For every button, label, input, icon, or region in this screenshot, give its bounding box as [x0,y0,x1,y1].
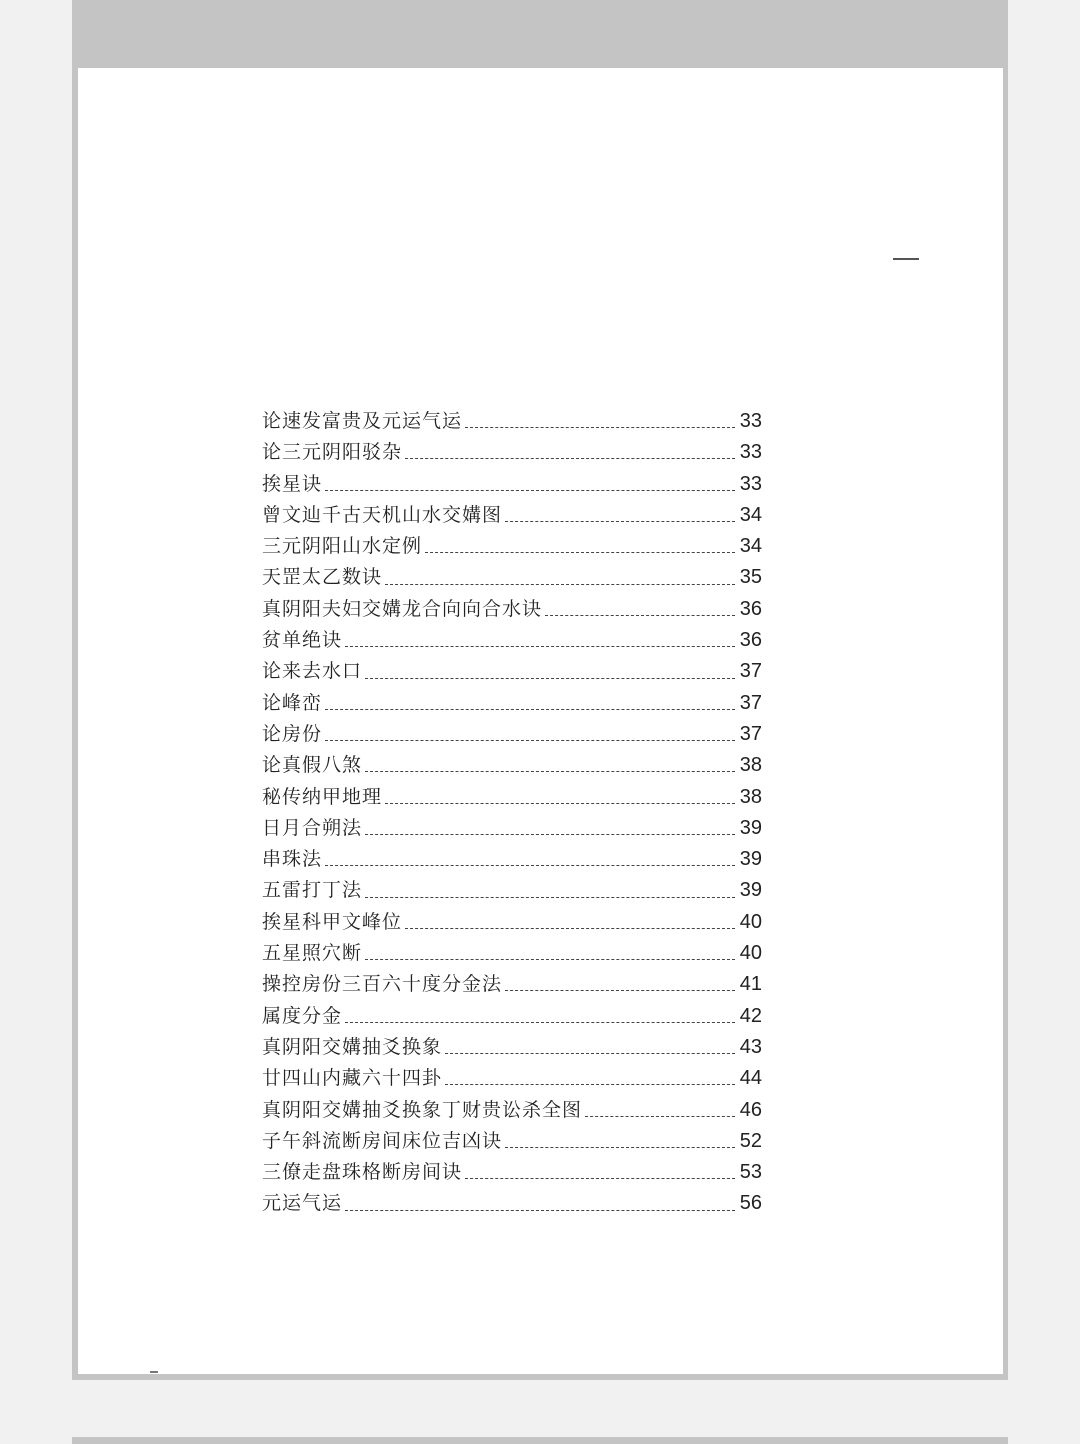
toc-dot-leader [445,1072,735,1085]
toc-entry [262,1188,762,1219]
toc-entry [262,531,762,562]
toc-dot-leader [445,1041,735,1054]
toc-entry-page-number: 40 [739,942,762,965]
toc-entry [262,562,762,593]
toc-entry-title: 论真假八煞 [262,754,363,777]
toc-entry [262,437,762,468]
toc-dot-leader [345,634,735,647]
toc-entry-title: 秘传纳甲地理 [262,785,383,808]
toc-entry-title: 论峰峦 [262,691,323,714]
toc-dot-leader [545,603,735,616]
toc-entry-page-number: 52 [739,1129,762,1152]
toc-entry-page-number: 33 [739,410,762,432]
toc-entry [262,1063,762,1094]
toc-entry-page-number: 36 [739,629,762,652]
toc-entry-title: 串珠法 [262,848,323,871]
toc-entry [262,907,762,938]
toc-entry-page-number: 41 [739,973,762,996]
right-page-edge [1003,68,1008,1380]
toc-entry [262,969,762,1000]
toc-entry-title: 论来去水口 [262,660,363,683]
toc-entry-page-number: 53 [739,1161,762,1184]
toc-dot-leader [325,697,735,710]
toc-entry [262,719,762,750]
toc-dot-leader [505,978,735,991]
toc-entry-page-number: 43 [739,1035,762,1058]
toc-entry [262,500,762,531]
toc-entry-title: 三僚走盘珠格断房间诀 [262,1161,463,1184]
top-gray-band [72,0,1008,68]
toc-entry-title: 日月合朔法 [262,816,363,839]
toc-entry [262,1126,762,1157]
table-of-contents [262,406,762,1220]
toc-entry-title: 真阴阳夫妇交媾龙合向向合水诀 [262,597,543,620]
toc-dot-leader [385,572,735,585]
toc-entry-page-number: 35 [739,566,762,589]
toc-entry-title: 操控房份三百六十度分金法 [262,973,503,996]
toc-entry-page-number: 34 [739,503,762,526]
toc-entry-page-number: 37 [739,660,762,683]
toc-entry [262,938,762,969]
toc-entry-title: 真阴阳交媾抽爻换象丁财贵讼杀全图 [262,1098,583,1121]
toc-entry-page-number: 33 [739,472,762,495]
toc-dot-leader [325,478,735,491]
toc-entry-title: 天罡太乙数诀 [262,566,383,589]
toc-entry-page-number: 42 [739,1004,762,1027]
page-mark [893,258,919,260]
toc-entry-title: 真阴阳交媾抽爻换象 [262,1035,443,1058]
toc-entry [262,813,762,844]
toc-entry-title: 元运气运 [262,1192,343,1215]
toc-entry-page-number: 44 [739,1067,762,1090]
toc-entry-title: 子午斜流断房间床位吉凶诀 [262,1129,503,1152]
toc-entry-title: 五星照穴断 [262,942,363,965]
toc-entry-title: 论三元阴阳驳杂 [262,441,403,464]
toc-entry [262,688,762,719]
toc-dot-leader [505,1135,735,1148]
toc-dot-leader [465,415,735,428]
next-page-edge [72,1437,1008,1444]
toc-entry-title: 廿四山内藏六十四卦 [262,1067,443,1090]
bottom-page-edge [72,1374,1008,1380]
toc-entry [262,844,762,875]
toc-entry [262,1032,762,1063]
toc-entry-page-number: 36 [739,597,762,620]
toc-entry [262,1001,762,1032]
toc-entry [262,1095,762,1126]
toc-entry-page-number: 37 [739,722,762,745]
toc-dot-leader [465,1166,735,1179]
toc-entry-page-number: 38 [739,785,762,808]
toc-dot-leader [345,1010,735,1023]
toc-dot-leader [325,728,735,741]
toc-entry [262,625,762,656]
toc-entry-page-number: 39 [739,879,762,902]
toc-entry-page-number: 39 [739,848,762,871]
toc-entry-title: 挨星科甲文峰位 [262,910,403,933]
footer-mark [150,1371,158,1373]
toc-entry [262,750,762,781]
toc-entry [262,406,762,437]
toc-entry-title: 挨星诀 [262,472,323,495]
toc-dot-leader [405,916,735,929]
toc-entry-page-number: 37 [739,691,762,714]
toc-dot-leader [385,791,735,804]
toc-entry-page-number: 56 [739,1192,762,1215]
toc-entry [262,594,762,625]
toc-dot-leader [505,509,735,522]
toc-entry-title: 五雷打丁法 [262,879,363,902]
toc-entry-page-number: 40 [739,910,762,933]
toc-dot-leader [425,540,735,553]
toc-entry-title: 论速发富贵及元运气运 [262,410,463,432]
toc-dot-leader [365,885,735,898]
toc-dot-leader [345,1198,735,1211]
toc-dot-leader [365,759,735,772]
toc-dot-leader [365,947,735,960]
toc-entry [262,1157,762,1188]
toc-dot-leader [585,1104,735,1117]
toc-entry-page-number: 34 [739,535,762,558]
toc-dot-leader [325,853,735,866]
toc-entry [262,875,762,906]
toc-dot-leader [365,822,735,835]
toc-dot-leader [365,666,735,679]
toc-entry-page-number: 46 [739,1098,762,1121]
toc-dot-leader [405,446,735,459]
toc-entry [262,656,762,687]
toc-entry-page-number: 33 [739,441,762,464]
toc-entry-page-number: 39 [739,816,762,839]
toc-entry [262,782,762,813]
toc-entry-title: 贫单绝诀 [262,629,343,652]
toc-entry-title: 曾文辿千古天机山水交媾图 [262,503,503,526]
toc-entry-title: 三元阴阳山水定例 [262,535,423,558]
toc-entry-title: 论房份 [262,722,323,745]
toc-entry [262,469,762,500]
toc-entry-page-number: 38 [739,754,762,777]
toc-entry-title: 属度分金 [262,1004,343,1027]
